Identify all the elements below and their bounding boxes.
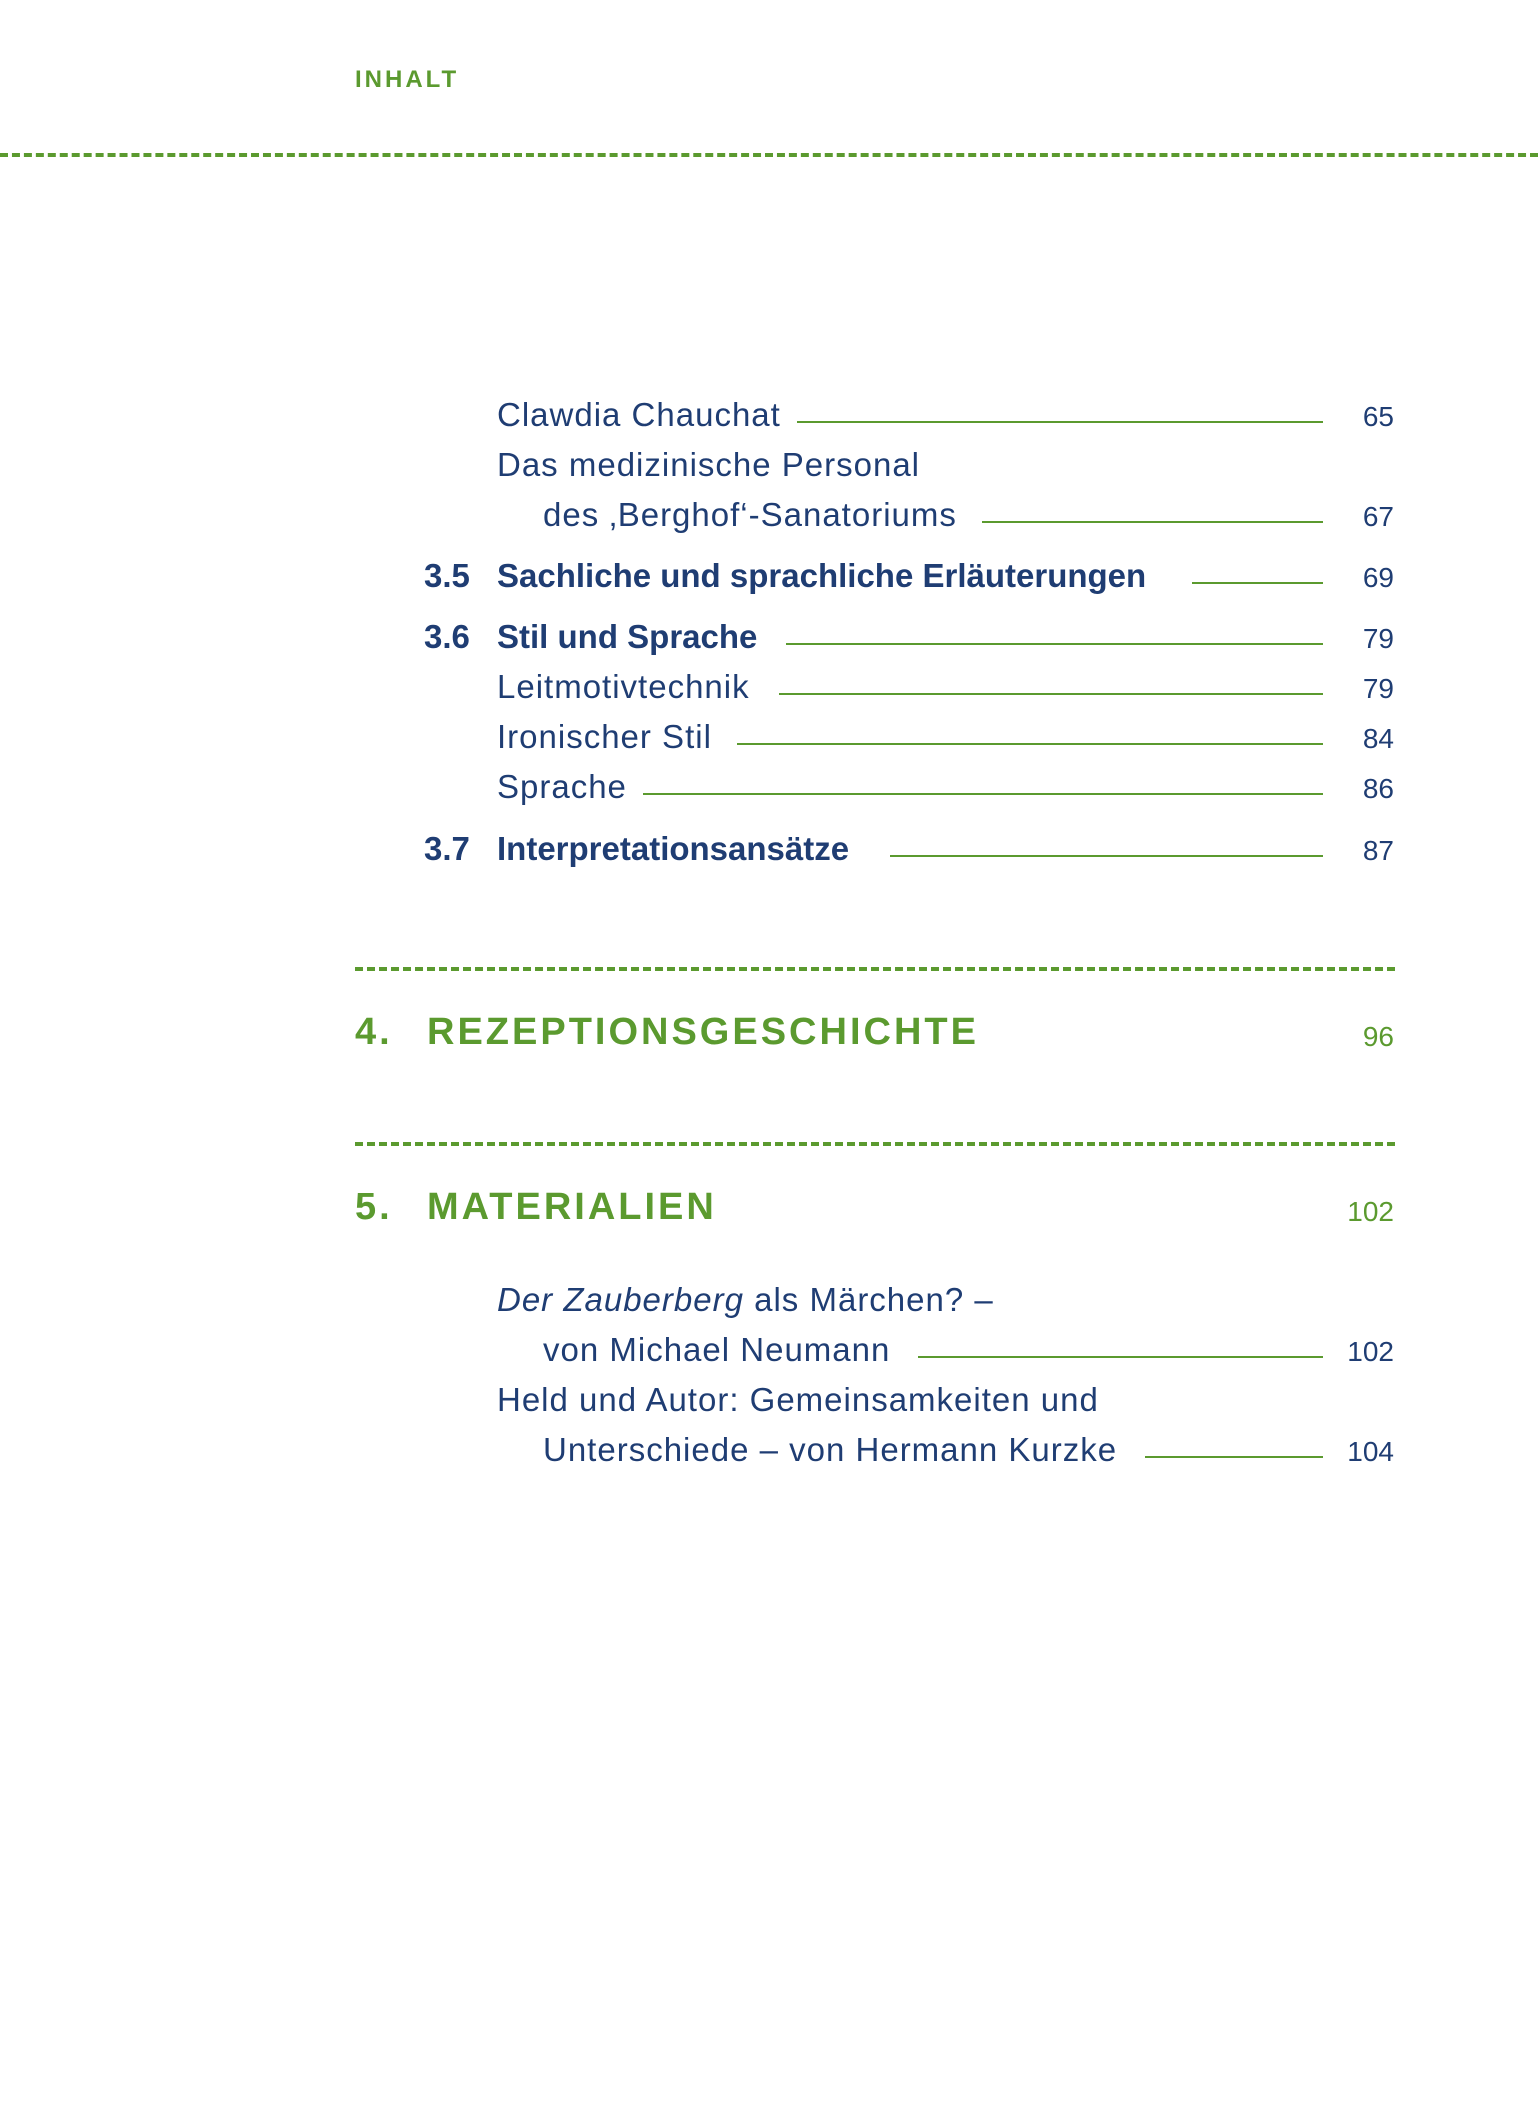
section-number: 3.7 <box>424 830 470 867</box>
material-author: von Michael Neumann <box>543 1331 891 1368</box>
section-title: Interpretationsansätze <box>497 830 850 867</box>
toc-entry-clawdia[interactable] <box>0 390 1538 440</box>
toc-entry-page: 69 <box>1362 562 1394 593</box>
toc-entry-page: 79 <box>1362 673 1394 704</box>
toc-material-2-line1[interactable] <box>0 1375 1538 1425</box>
toc-material-1-line1[interactable] <box>0 1275 1538 1325</box>
leader-line <box>737 743 1323 745</box>
material-title-rest: als Märchen? – <box>743 1281 994 1318</box>
leader-line <box>643 793 1323 795</box>
leader-line <box>1192 582 1323 584</box>
leader-line <box>786 643 1323 645</box>
toc-entry-leitmotiv[interactable] <box>0 662 1538 712</box>
toc-material-2[interactable] <box>0 1425 1538 1475</box>
toc-entry-personal-line1[interactable] <box>0 440 1538 490</box>
toc-entry-page: 79 <box>1362 623 1394 654</box>
chapter-title: MATERIALIEN <box>427 1186 717 1228</box>
chapter-4-dashed-rule <box>355 967 1395 971</box>
toc-entry-page: 67 <box>1362 501 1394 532</box>
toc-entry-title: Sprache <box>497 768 627 805</box>
material-author: Unterschiede – von Hermann Kurzke <box>543 1431 1118 1468</box>
toc-entry-page: 65 <box>1362 401 1394 432</box>
running-header: INHALT <box>355 66 460 93</box>
chapter-page: 96 <box>1362 1021 1394 1052</box>
leader-line <box>1145 1456 1323 1458</box>
toc-section-3-6[interactable] <box>0 612 1538 662</box>
chapter-page: 102 <box>1347 1196 1394 1227</box>
leader-line <box>779 693 1323 695</box>
leader-line <box>982 521 1323 523</box>
section-title: Sachliche und sprachliche Erläuterungen <box>497 557 1147 594</box>
toc-entry-personal[interactable] <box>0 490 1538 540</box>
leader-line <box>918 1356 1323 1358</box>
toc-entry-page: 102 <box>1347 1336 1394 1367</box>
chapter-number: 5. <box>355 1186 393 1228</box>
material-title <box>497 1283 994 1316</box>
toc-entry-sprache[interactable] <box>0 762 1538 812</box>
toc-section-3-5[interactable] <box>0 551 1538 601</box>
toc-entry-title: Clawdia Chauchat <box>497 396 781 433</box>
toc-entry-page: 84 <box>1362 723 1394 754</box>
section-title: Stil und Sprache <box>497 618 758 655</box>
leader-line <box>797 421 1323 423</box>
toc-entry-page: 87 <box>1362 835 1394 866</box>
toc-section-3-7[interactable] <box>0 824 1538 874</box>
toc-entry-page: 86 <box>1362 773 1394 804</box>
toc-chapter-5[interactable] <box>0 1175 1538 1235</box>
material-title-italic: Der Zauberberg <box>497 1281 744 1318</box>
toc-entry-title: Ironischer Stil <box>497 718 712 755</box>
section-number: 3.5 <box>424 557 470 594</box>
leader-line <box>890 855 1323 857</box>
section-number: 3.6 <box>424 618 470 655</box>
material-title: Held und Autor: Gemeinsamkeiten und <box>497 1381 1099 1418</box>
toc-chapter-4[interactable] <box>0 1000 1538 1060</box>
chapter-title: REZEPTIONSGESCHICHTE <box>427 1011 979 1053</box>
toc-material-1[interactable] <box>0 1325 1538 1375</box>
toc-entry-title: des ‚Berghof‘-Sanatoriums <box>543 496 957 533</box>
toc-entry-ironisch[interactable] <box>0 712 1538 762</box>
chapter-5-dashed-rule <box>355 1142 1395 1146</box>
toc-entry-page: 104 <box>1347 1436 1394 1467</box>
chapter-number: 4. <box>355 1011 393 1053</box>
toc-entry-title: Das medizinische Personal <box>497 446 921 483</box>
toc-entry-title: Leitmotivtechnik <box>497 668 750 705</box>
header-dashed-rule <box>0 153 1538 157</box>
